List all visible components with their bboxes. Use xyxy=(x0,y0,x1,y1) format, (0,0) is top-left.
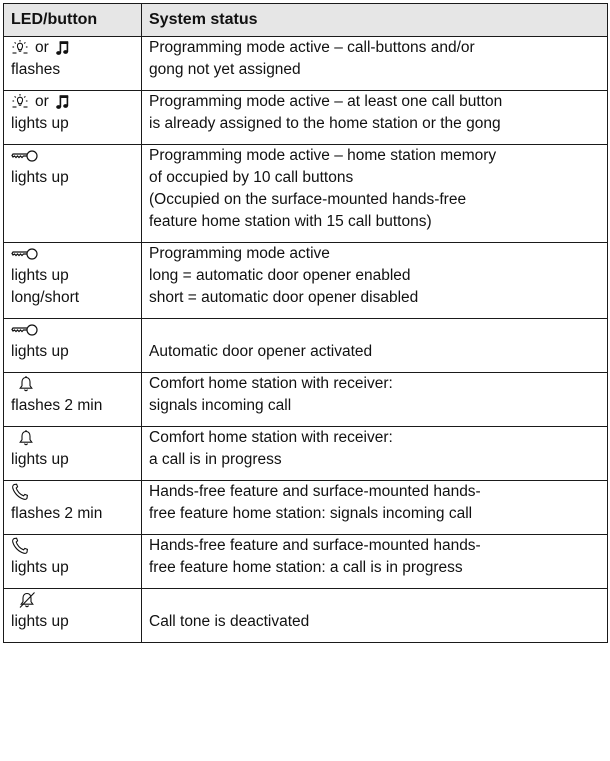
led-cell xyxy=(4,535,142,589)
led-cell xyxy=(4,481,142,535)
led-state-text: long/short xyxy=(11,289,80,306)
table-row xyxy=(4,481,608,535)
sun-led-icon xyxy=(11,93,29,111)
sun-led-icon xyxy=(11,39,29,57)
led-state-text: lights up xyxy=(11,613,69,630)
table-row xyxy=(4,243,608,319)
key-icon xyxy=(11,149,39,163)
status-text: feature home station with 15 call buttons) xyxy=(149,213,432,230)
table-header-row xyxy=(4,4,608,37)
led-cell xyxy=(4,427,142,481)
key-icon xyxy=(11,247,39,261)
status-cell xyxy=(142,243,608,319)
status-text: Comfort home station with receiver: xyxy=(149,429,393,446)
led-state-text: lights up xyxy=(11,343,69,360)
status-text: a call is in progress xyxy=(149,451,282,468)
music-note-icon xyxy=(55,93,71,111)
led-state-text: lights up xyxy=(11,115,69,132)
table-row xyxy=(4,319,608,373)
status-text: Call tone is deactivated xyxy=(149,613,310,630)
led-cell xyxy=(4,91,142,145)
status-cell xyxy=(142,589,608,643)
table-row xyxy=(4,427,608,481)
status-cell xyxy=(142,427,608,481)
status-text: short = automatic door opener disabled xyxy=(149,289,419,306)
status-text: free feature home station: a call is in progress xyxy=(149,559,463,576)
status-cell xyxy=(142,319,608,373)
status-cell xyxy=(142,373,608,427)
table-row xyxy=(4,535,608,589)
handset-icon xyxy=(11,537,29,555)
led-cell xyxy=(4,37,142,91)
status-text: free feature home station: signals incoming call xyxy=(149,505,473,522)
table-row xyxy=(4,145,608,243)
led-cell xyxy=(4,243,142,319)
bell-icon xyxy=(18,429,34,447)
led-state-text: lights up xyxy=(11,559,69,576)
header-led-button: LED/button xyxy=(4,4,142,37)
led-state-text: lights up xyxy=(11,267,69,284)
or-label: or xyxy=(35,93,49,110)
status-text: long = automatic door opener enabled xyxy=(149,267,411,284)
status-cell xyxy=(142,145,608,243)
status-text: signals incoming call xyxy=(149,397,292,414)
led-state-text: flashes xyxy=(11,61,61,78)
spacer xyxy=(149,319,600,341)
music-note-icon xyxy=(55,39,71,57)
status-text: of occupied by 10 call buttons xyxy=(149,169,354,186)
status-text: Programming mode active xyxy=(149,245,330,262)
bell-icon xyxy=(18,375,34,393)
table-row xyxy=(4,589,608,643)
led-cell xyxy=(4,319,142,373)
table-row xyxy=(4,373,608,427)
led-status-table xyxy=(3,3,608,643)
status-cell xyxy=(142,481,608,535)
spacer xyxy=(149,589,600,611)
led-state-text: flashes 2 min xyxy=(11,397,103,414)
status-cell xyxy=(142,535,608,589)
led-state-text: flashes 2 min xyxy=(11,505,103,522)
status-text: Hands-free feature and surface-mounted hands- xyxy=(149,483,481,500)
led-state-text: lights up xyxy=(11,451,69,468)
led-cell xyxy=(4,589,142,643)
status-cell xyxy=(142,91,608,145)
status-text: Programming mode active – home station memory xyxy=(149,147,497,164)
or-label: or xyxy=(35,39,49,56)
bell-muted-icon xyxy=(18,591,36,609)
table-row xyxy=(4,91,608,145)
status-text: Comfort home station with receiver: xyxy=(149,375,393,392)
status-text: Programming mode active – at least one call button xyxy=(149,93,503,110)
status-cell xyxy=(142,37,608,91)
status-text: (Occupied on the surface-mounted hands-free xyxy=(149,191,467,208)
status-text: gong not yet assigned xyxy=(149,61,301,78)
led-cell xyxy=(4,145,142,243)
status-text: Automatic door opener activated xyxy=(149,343,373,360)
status-text: is already assigned to the home station or the gong xyxy=(149,115,501,132)
led-state-text: lights up xyxy=(11,169,69,186)
table-row xyxy=(4,37,608,91)
handset-icon xyxy=(11,483,29,501)
key-icon xyxy=(11,323,39,337)
status-text: Hands-free feature and surface-mounted hands- xyxy=(149,537,481,554)
header-system-status: System status xyxy=(142,4,608,37)
status-text: Programming mode active – call-buttons and/or xyxy=(149,39,475,56)
led-cell xyxy=(4,373,142,427)
